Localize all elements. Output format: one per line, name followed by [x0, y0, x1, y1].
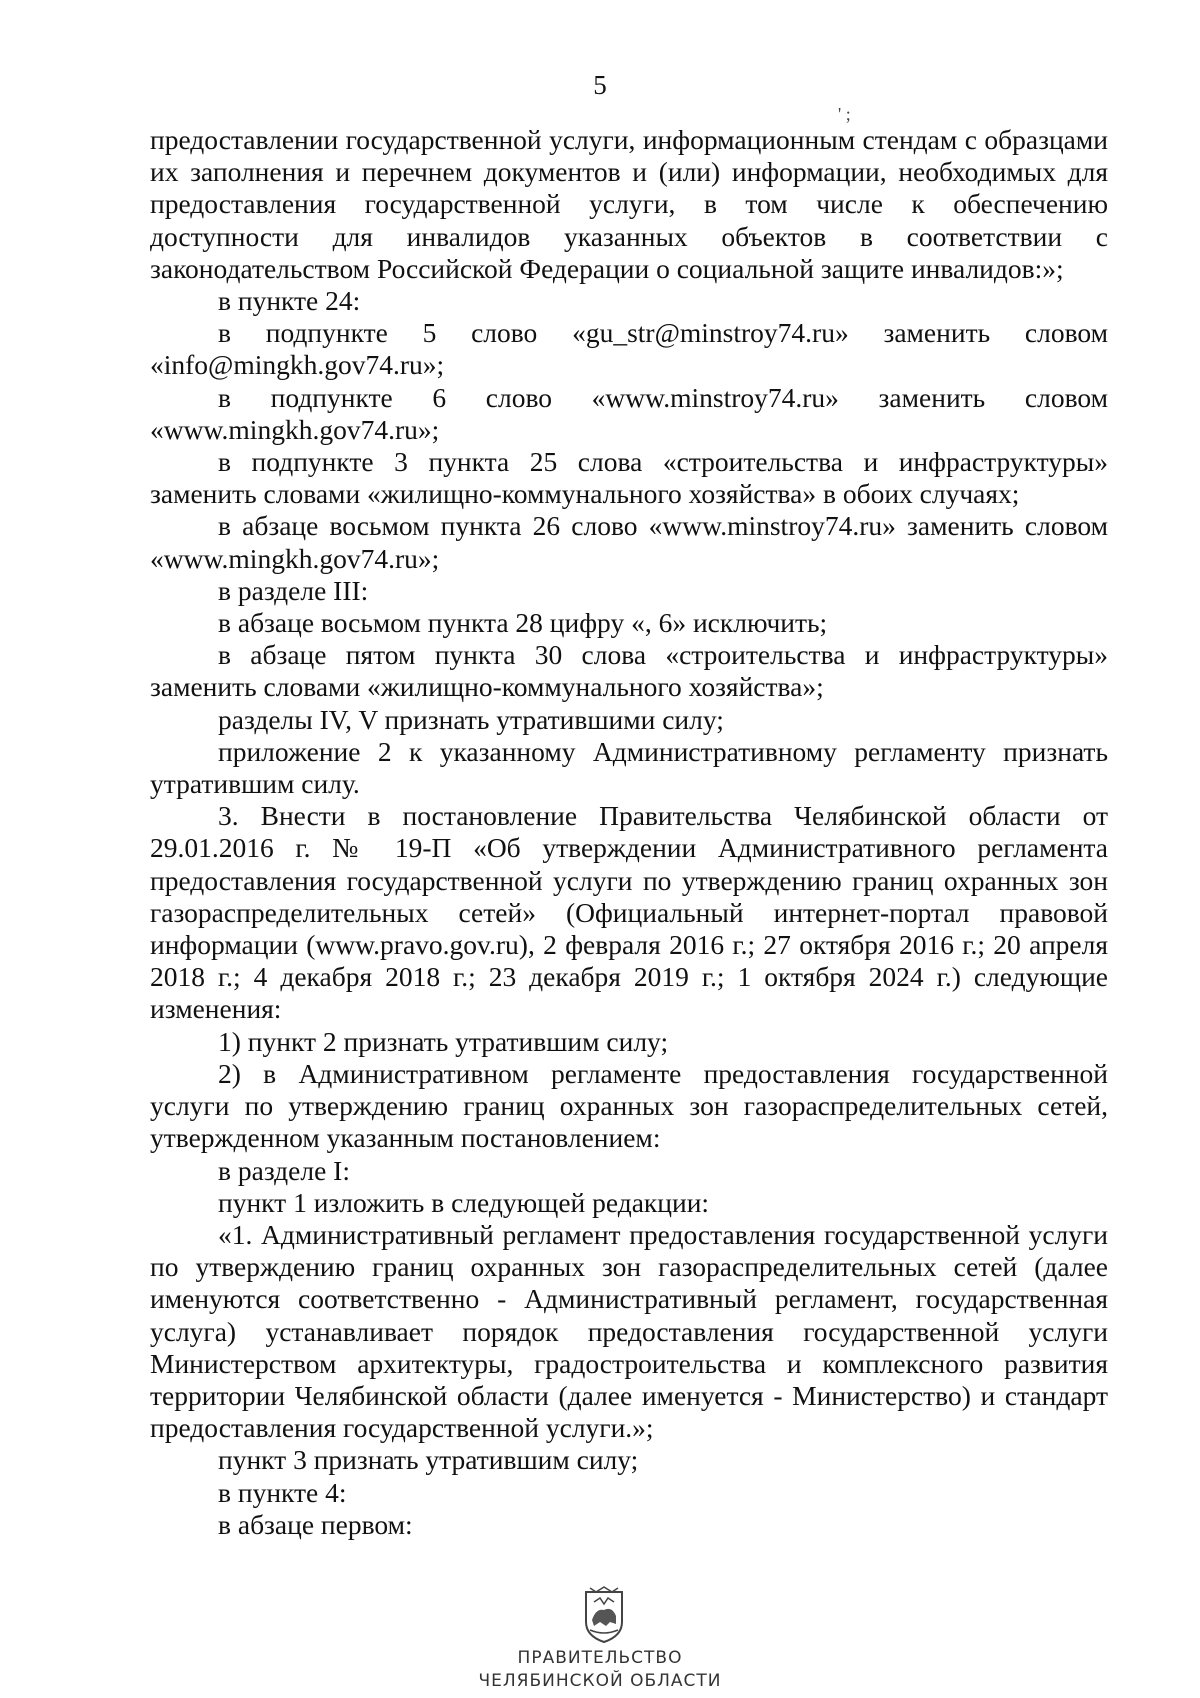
paragraph: в подпункте 6 слово «www.minstroy74.ru» заменить словом «www.mingkh.gov74.ru»;	[150, 381, 1108, 445]
paragraph: в абзаце первом:	[218, 1508, 413, 1540]
paragraph: 1) пункт 2 признать утратившим силу;	[218, 1025, 669, 1057]
paragraph: предоставлении государственной услуги, информационным стендам с образцами их заполнения и перечнем документов и (или) информации, необходимых для предоставления государственной услуги, в том числе к обеспечению доступности для инвалидов указанных объектов в соответствии с законодательством Российской Федерации о социальной защите инвалидов:»;	[150, 124, 1108, 284]
paragraph: в пункте 24:	[218, 285, 361, 317]
coat-of-arms-icon	[582, 1586, 626, 1644]
paragraph: в абзаце восьмом пункта 28 цифру «, 6» исключить;	[218, 607, 828, 639]
paragraph: в абзаце восьмом пункта 26 слово «www.minstroy74.ru» заменить словом «www.mingkh.gov74.ru»;	[150, 510, 1108, 574]
paragraph: в подпункте 3 пункта 25 слова «строительства и инфраструктуры» заменить словами «жилищно-коммунального хозяйства» в обоих случаях;	[150, 446, 1108, 510]
paragraph: приложение 2 к указанному Административному регламенту признать утратившим силу.	[150, 735, 1108, 800]
paragraph: в подпункте 5 слово «gu_str@minstroy74.ru» заменить словом «info@mingkh.gov74.ru»;	[150, 317, 1108, 381]
paragraph: в пункте 4:	[218, 1476, 347, 1508]
paragraph: пункт 1 изложить в следующей редакции:	[218, 1186, 710, 1218]
document-body	[150, 124, 1108, 1541]
paragraph: разделы IV, V признать утратившими силу;	[218, 703, 724, 735]
scan-mark: ' ;	[838, 104, 851, 124]
paragraph: пункт 3 признать утратившим силу;	[218, 1444, 639, 1476]
paragraph: в абзаце пятом пункта 30 слова «строительства и инфраструктуры» заменить словами «жилищно-коммунального хозяйства»;	[150, 639, 1108, 703]
page-number: 5	[593, 70, 607, 100]
paragraph: в разделе I:	[218, 1154, 350, 1186]
footer-org-name: ПРАВИТЕЛЬСТВО	[517, 1648, 683, 1668]
footer-region-name: ЧЕЛЯБИНСКОЙ ОБЛАСТИ	[478, 1671, 722, 1691]
paragraph: 3. Внести в постановление Правительства Челябинской области от 29.01.2016 г. № 19-П «Об утверждении Административного регламента предоставления государственной услуги по утверждению границ охранных зон газораспределительных сетей» (Официальный интернет-портал правовой информации (www.pravo.gov.ru), 2 февраля 2016 г.; 27 октября 2016 г.; 20 апреля 2018 г.; 4 декабря 2018 г.; 23 декабря 2019 г.; 1 октября 2024 г.) следующие изменения:	[150, 800, 1108, 1025]
paragraph: «1. Административный регламент предоставления государственной услуги по утверждению границ охранных зон газораспределительных сетей (далее именуются соответственно - Административный регламент, государственная услуга) устанавливает порядок предоставления государственной услуги Министерством архитектуры, градостроительства и комплексного развития территории Челябинской области (далее именуется - Министерство) и стандарт предоставления государственной услуги.»;	[150, 1218, 1108, 1444]
paragraph: 2) в Административном регламенте предоставления государственной услуги по утверждению границ охранных зон газораспределительных сетей, утвержденном указанным постановлением:	[150, 1057, 1108, 1154]
paragraph: в разделе III:	[218, 574, 369, 606]
